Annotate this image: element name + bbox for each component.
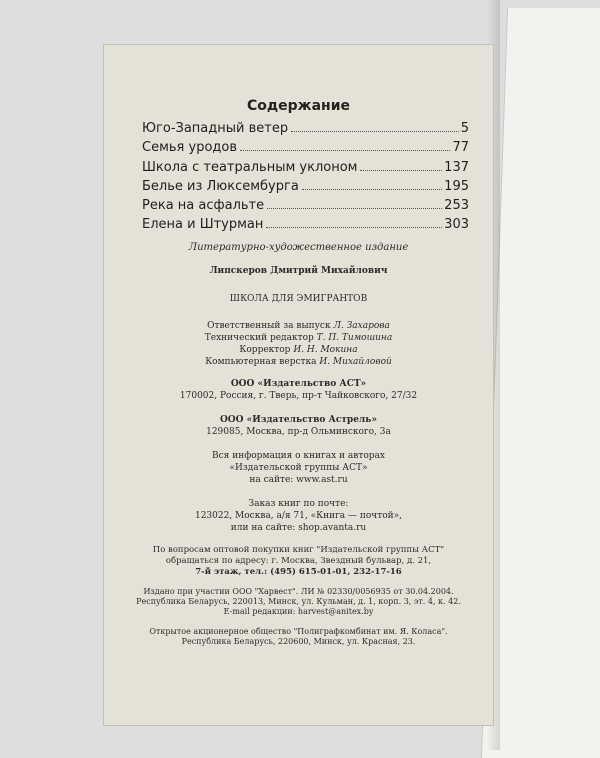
toc-item-title: Юго-Западный ветер bbox=[142, 121, 289, 136]
harvest-line: Издано при участии ООО "Харвест". ЛИ № 02330/0056935 от 30.04.2004. bbox=[143, 587, 454, 596]
publisher-address: 170002, Россия, г. Тверь, пр-т Чайковского, 27/32 bbox=[179, 391, 418, 401]
credit-line: Компьютерная верстка И. Михайловой bbox=[205, 357, 392, 367]
harvest-line: Республика Беларусь, 220013, Минск, ул. Кульман, д. 1, корп. 3, эт. 4, к. 42. bbox=[136, 597, 461, 606]
order-line: 123022, Москва, а/я 71, «Книга — почтой», bbox=[194, 511, 403, 521]
toc-item bbox=[142, 215, 469, 234]
publisher-name: ООО «Издательство Астрель» bbox=[219, 415, 378, 425]
book-page bbox=[103, 44, 494, 726]
credit-line: Ответственный за выпуск Л. Захарова bbox=[207, 321, 390, 331]
publisher-address: 129085, Москва, пр-д Ольминского, 3а bbox=[206, 427, 391, 437]
toc-item-page: 253 bbox=[444, 198, 469, 214]
author-name: Липскеров Дмитрий Михайлович bbox=[209, 266, 388, 276]
book-title: ШКОЛА ДЛЯ ЭМИГРАНТОВ bbox=[229, 294, 368, 304]
toc-item bbox=[142, 138, 469, 157]
toc-item-title: Елена и Штурман bbox=[142, 217, 264, 233]
toc-leader-dots bbox=[360, 170, 442, 171]
printer-line: Открытое акционерное общество "Полиграфкомбинат им. Я. Коласа". bbox=[149, 627, 448, 636]
toc-item-title: Школа с театральным уклоном bbox=[142, 159, 358, 175]
edition-type: Литературно-художественное издание bbox=[188, 242, 409, 253]
toc-item-page: 195 bbox=[444, 178, 469, 194]
credit-line: Технический редактор Т. П. Тимошина bbox=[204, 333, 393, 343]
credit-line: Корректор И. Н. Мокина bbox=[239, 345, 358, 355]
toc-leader-dots bbox=[302, 189, 442, 190]
toc-item bbox=[142, 177, 469, 196]
toc-item-page: 77 bbox=[452, 140, 469, 156]
toc-leader-dots bbox=[291, 131, 459, 132]
printer-line: Республика Беларусь, 220600, Минск, ул. Красная, 23. bbox=[181, 637, 416, 646]
order-line: Заказ книг по почте: bbox=[248, 499, 349, 509]
info-line: Вся информация о книгах и авторах bbox=[212, 451, 385, 461]
wholesale-line: обращаться по адресу: г. Москва, Звездный бульвар, д. 21, bbox=[165, 556, 432, 566]
toc-item-title: Белье из Люксембурга bbox=[142, 178, 299, 194]
toc-item bbox=[142, 119, 469, 138]
info-line: «Издательской группы АСТ» bbox=[229, 463, 368, 473]
harvest-line: E-mail редакции: harvest@anitex.by bbox=[223, 607, 374, 616]
toc-item-title: Семья уродов bbox=[142, 140, 237, 156]
info-line: на сайте: www.ast.ru bbox=[249, 475, 348, 485]
toc-item-page: 137 bbox=[444, 159, 469, 175]
toc-item-page: 303 bbox=[444, 217, 469, 233]
toc-leader-dots bbox=[267, 208, 442, 209]
toc-title: Содержание bbox=[246, 98, 351, 114]
toc-item bbox=[142, 196, 469, 215]
wholesale-line: По вопросам оптовой покупки книг "Издательской группы АСТ" bbox=[152, 545, 445, 555]
toc-leader-dots bbox=[266, 227, 442, 228]
toc-item bbox=[142, 158, 469, 177]
table-of-contents bbox=[142, 119, 469, 235]
toc-item-page: 5 bbox=[460, 121, 469, 136]
wholesale-line: 7-й этаж, тел.: (495) 615-01-01, 232-17-16 bbox=[195, 567, 402, 577]
publisher-name: ООО «Издательство АСТ» bbox=[230, 379, 367, 389]
order-line: или на сайте: shop.avanta.ru bbox=[230, 523, 367, 533]
toc-leader-dots bbox=[240, 150, 450, 151]
toc-item-title: Река на асфальте bbox=[142, 198, 265, 214]
